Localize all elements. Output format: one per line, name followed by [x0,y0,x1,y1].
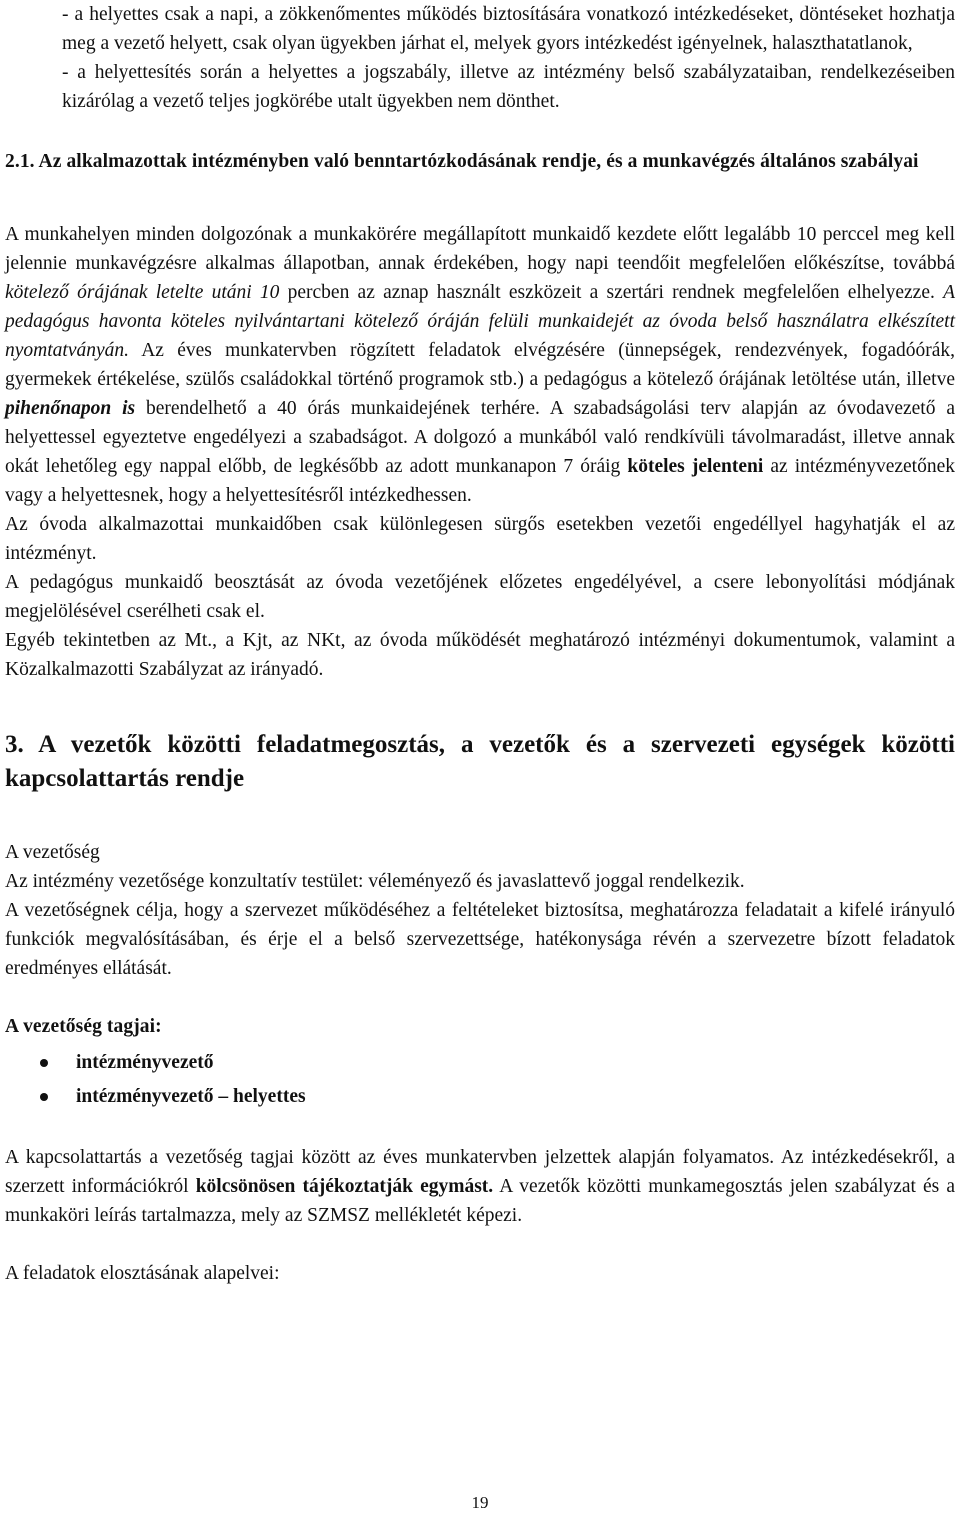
text-run-italic: A pedagógus havonta köteles nyilvántartani kötelező óráján felüli munkaidejét az óvoda belső használatra elkészített nyomtatványán. [5,282,955,361]
text-run: az intézményvezetőnek vagy a helyettesnek, hogy a helyettesítésről intézkedhessen. [5,456,955,506]
bullet-paragraph-decisions: - a helyettes csak a napi, a zökkenőmentes működés biztosítására vonatkozó intézkedéseket, döntéseket hozhatja meg a vezető helyett, csak olyan ügyekben járhat el, melyek gyors intézkedést igényelnek, halaszthatatlanok, [62,4,955,54]
paragraph-contact [5,1143,955,1230]
text-run: Az éves munkatervben rögzített feladatok elvégzésére (ünnepségek, rendezvények, fogadóórák, gyermekek értékelése, szülős családokkal történő programok stb.) a pedagógus a kötelező órájának letöltése után, illetve [5,340,955,390]
page-number: 19 [471,1493,489,1512]
member-label: intézményvezető – helyettes [76,1086,306,1107]
text-run: A kapcsolattartás a vezetőség tagjai között az éves munkatervben jelzettek alapján folyamatos. Az intézkedésekről, a szerzett információkról [5,1147,955,1197]
text-run: percben az aznap használt eszközeit a szertári rendnek megfelelően elhelyezze. [279,282,944,303]
list-item [5,1080,955,1114]
bullet-icon [40,1059,48,1067]
subheading-vezetoseg: A vezetőség [5,842,100,863]
text-run: A vezetők közötti munkamegosztás jelen szabályzat és a munkaköri leírás tartalmazza, mely az SZMSZ mellékletét képezi. [5,1176,955,1226]
paragraph-schedule-swap: A pedagógus munkaidő beosztását az óvoda vezetőjének előzetes engedélyével, a csere lebonyolítási módjának megjelölésével cserélheti csak el. [5,572,955,622]
text-run-bold: köteles jelenteni [627,456,764,477]
text-run-bold: kölcsönösen tájékoztatják egymást. [195,1176,494,1197]
paragraph-principles-heading: A feladatok elosztásának alapelvei: [5,1263,280,1284]
paragraph-consultative-body: Az intézmény vezetősége konzultatív testület: véleményező és javaslattevő joggal rendelkezik. [5,871,745,892]
paragraph-working-hours [5,220,955,510]
paragraph-leaving-premises: Az óvoda alkalmazottai munkaidőben csak különlegesen sürgős esetekben vezetői engedéllyel hagyhatják el az intézményt. [5,514,955,564]
document-page [5,0,955,1288]
text-run: berendelhető a 40 órás munkaidejének terhére. A szabadságolási terv alapján az óvodavezető a helyettessel egyeztetve engedélyezi a szabadságot. A dolgozó a munkából való rendkívüli távolmaradást, illetve annak okát lehetőleg egy nappal előbb, de legkésőbb az adott munkanapon 7 óráig [5,398,956,477]
bullet-icon [40,1093,48,1101]
member-label: intézményvezető [76,1052,214,1073]
members-list [5,1046,955,1114]
text-run-italic: kötelező órájának letelte utáni 10 [5,282,280,303]
paragraph-leadership-goal: A vezetőségnek célja, hogy a szervezet működéséhez a feltételeket biztosítsa, meghatározza feladatait a kifelé irányuló funkciók megvalósításában, és érje el a belső szervezettsége, hatékonysága révén a szervezetre bízott feladatok eredményes ellátását. [5,900,955,979]
chapter-heading-3: 3. A vezetők közötti feladatmegosztás, a vezetők és a szervezeti egységek közötti kapcsolattartás rendje [5,731,955,792]
subheading-members: A vezetőség tagjai: [5,1016,162,1037]
bullet-paragraph-restrictions: - a helyettesítés során a helyettes a jogszabály, illetve az intézmény belső szabályzataiban, rendelkezéseiben kizárólag a vezető teljes jogkörébe utalt ügyekben nem dönthet. [62,62,955,112]
list-item [5,1046,955,1080]
paragraph-governing-rules: Egyéb tekintetben az Mt., a Kjt, az NKt, az óvoda működését meghatározó intézményi dokumentumok, valamint a Közalkalmazotti Szabályzat az irányadó. [5,630,955,680]
text-run: A munkahelyen minden dolgozónak a munkakörére megállapított munkaidő kezdete előtt legalább 10 perccel meg kell jelennie munkavégzésre alkalmas állapotban, annak érdekében, hogy napi teendőit megfelelően előkészítse, továbbá [5,224,955,274]
section-heading-2-1: 2.1. Az alkalmazottak intézményben való benntartózkodásának rendje, és a munkavégzés általános szabályai [5,151,919,172]
text-run-bold-italic: pihenőnapon is [5,398,136,419]
